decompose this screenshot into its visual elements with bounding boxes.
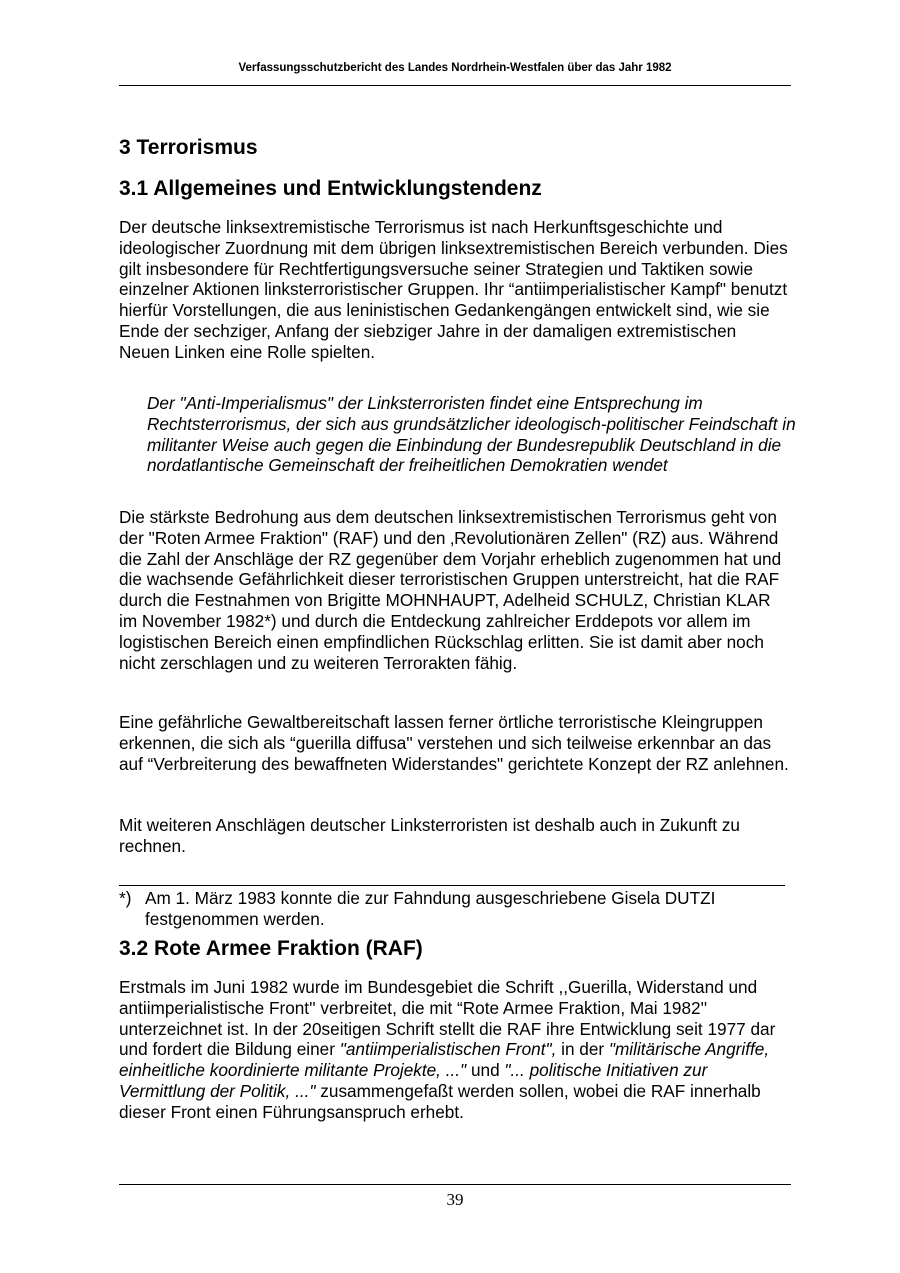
header-rule: [119, 85, 791, 86]
footnote-rule: [119, 885, 785, 886]
footer-rule: [119, 1184, 791, 1185]
paragraph-1: Der deutsche linksextremistische Terrorismus ist nach Herkunftsgeschichte und ideologischer Zuordnung mit dem übrigen linksextremistischen Bereich verbunden. Dies gilt insbesondere für Rechtfertigungsversuche seiner Strategien und Taktiken sowie einzelner Aktionen linksterroristischer Gruppen. Ihr “antiimperialistischer Kampf" benutzt hierfür Vorstellungen, die aus leninistischen Gedankengängen entwickelt sind, wie sie Ende der sechziger, Anfang der siebziger Jahre in der damaligen extremistischen Neuen Linken eine Rolle spielten.: [119, 217, 788, 362]
p5-text-b: in der: [556, 1039, 609, 1060]
paragraph-4: Mit weiteren Anschlägen deutscher Linksterroristen ist deshalb auch in Zukunft zu rechnen.: [119, 815, 740, 856]
paragraph-2: Die stärkste Bedrohung aus dem deutschen linksextremistischen Terrorismus geht von der "Roten Armee Fraktion" (RAF) und den ‚Revolutionären Zellen" (RZ) aus. Während die Zahl der Anschläge der RZ gegenüber dem Vorjahr erheblich zugenommen hat und die wachsende Gefährlichkeit dieser terroristischen Gruppen unterstreicht, hat die RAF durch die Festnahmen von Brigitte MOHNHAUPT, Adelheid SCHULZ, Christian KLAR im November 1982*) und durch die Entdeckung zahlreicher Erddepots vor allem im logistischen Bereich einen empfindlichen Rückschlag erlitten. Sie ist damit aber noch nicht zerschlagen und zu weiteren Terrorakten fähig.: [119, 507, 782, 673]
section-title: 3 Terrorismus: [119, 136, 258, 159]
paragraph-5: [119, 977, 791, 1123]
p5-text-c: und: [466, 1060, 505, 1081]
footnote-text: Am 1. März 1983 konnte die zur Fahndung ausgeschriebene Gisela DUTZI festgenommen werden.: [145, 888, 716, 929]
page-number: 39: [446, 1190, 464, 1209]
p5-italic-3: "... politische Initiativen zur Vermittlung der Politik, ...": [119, 1060, 708, 1101]
running-header: Verfassungsschutzbericht des Landes Nordrhein-Westfalen über das Jahr 1982: [238, 62, 672, 74]
footnote-mark: *): [119, 888, 132, 908]
quote-paragraph: Der "Anti-Imperialismus" der Linksterroristen findet eine Entsprechung im Rechtsterrorismus, der sich aus grundsätzlicher ideologisch-politischer Feindschaft in militanter Weise auch gegen die Einbindung der Bundesrepublik Deutschland in die nordatlantische Gemeinschaft der freiheitlichen Demokratien wendet: [147, 393, 796, 476]
p5-text-d: zusammengefaßt werden sollen, wobei die RAF innerhalb dieser Front einen Führungsanspruch erhebt.: [119, 1080, 761, 1122]
p5-italic-2: "militärische Angriffe, einheitliche koordinierte militante Projekte, ...": [119, 1039, 770, 1081]
p5-text-a: Erstmals im Juni 1982 wurde im Bundesgebiet die Schrift ,,Guerilla, Widerstand und antiimperialistische Front'' verbreitet, die mit “Rote Armee Fraktion, Mai 1982'' unterzeichnet ist. In der 20seitigen Schrift stellt die RAF ihre Entwicklung seit 1977 dar und fordert die Bildung einer: [119, 977, 776, 1060]
p5-italic-1: "antiimperialistischen Front",: [339, 1039, 557, 1060]
subsection-title-3-1: 3.1 Allgemeines und Entwicklungstendenz: [119, 177, 542, 200]
paragraph-3: Eine gefährliche Gewaltbereitschaft lassen ferner örtliche terroristische Kleingruppen erkennen, die sich als “guerilla diffusa'' verstehen und sich teilweise erkennbar an das auf “Verbreiterung des bewaffneten Widerstandes" gerichtete Konzept der RZ anlehnen.: [119, 712, 789, 774]
subsection-title-3-2: 3.2 Rote Armee Fraktion (RAF): [119, 937, 423, 960]
